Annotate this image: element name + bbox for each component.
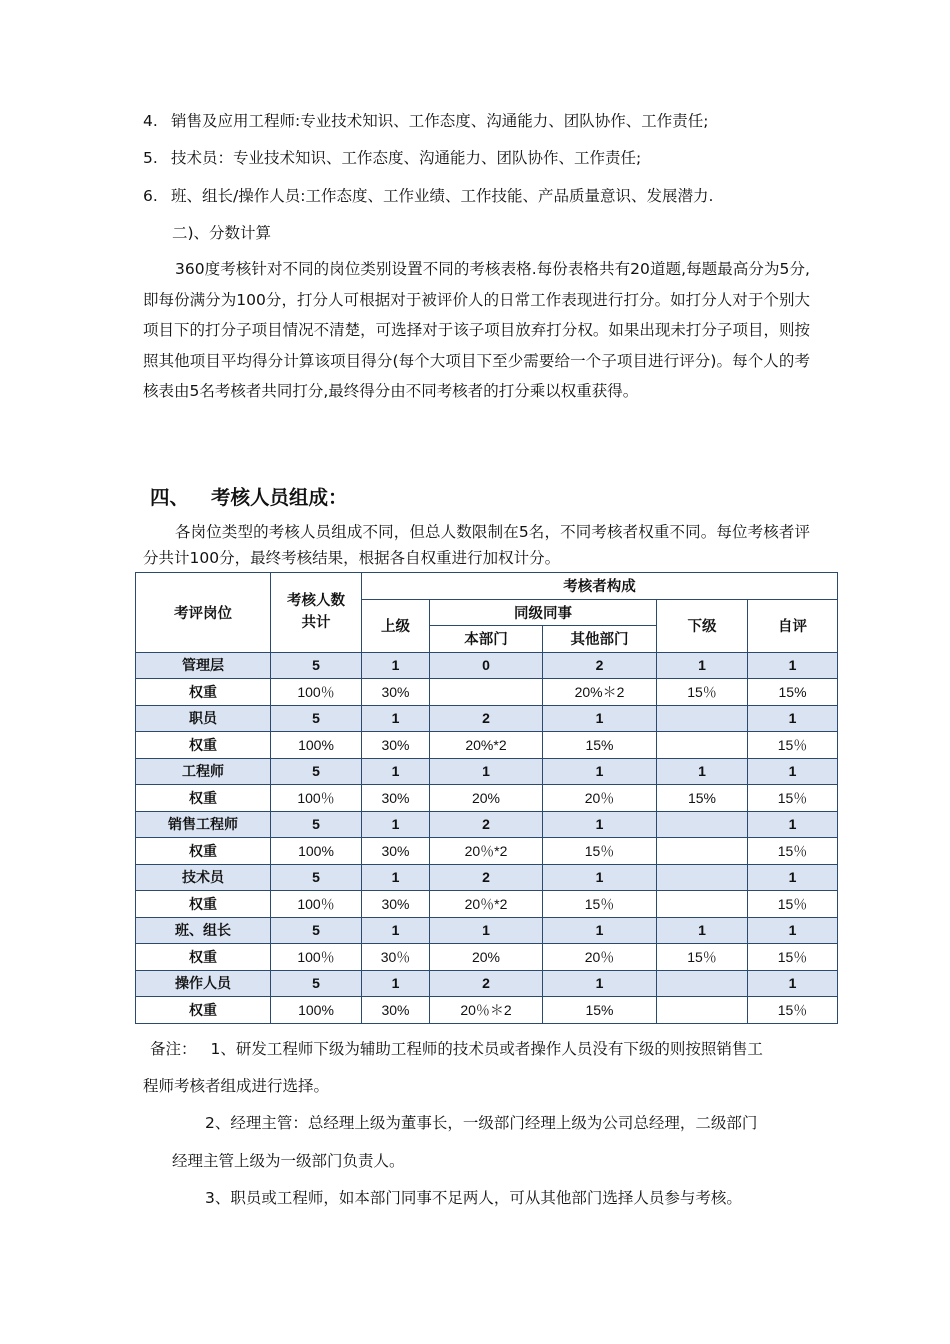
row-label: 权重 [136,732,271,759]
table-row-weight [136,732,838,759]
table-cell [657,811,748,838]
table-cell: 1 [362,652,430,679]
table-cell: 1 [362,917,430,944]
table-cell: 20％*2 [430,891,543,918]
table-cell: 1 [748,917,838,944]
table-cell: 1 [543,811,657,838]
table-cell: 15％ [748,891,838,918]
table-cell [657,891,748,918]
note-2-line-1: 2、经理主管：总经理上级为董事长，一级部门经理上级为公司总经理，二级部门 [205,1114,758,1132]
table-row-position [136,705,838,732]
paragraph-scoring: 360度考核针对不同的岗位类别设置不同的考核表格.每份表格共有20道题,每题最高分为5分,即每份满分为100分，打分人可根据对于被评价人的日常工作表现进行打分。如打分人对于个别大项目下的打分子项目情况不清楚，可选择对于该子项目放弃打分权。如果出现未打分子项目，则按照其他项目平均得分计算该项目得分(每个大项目下至少需要给一个子项目进行评分)。每个人的考核表由5名考核者共同打分,最终得分由不同考核者的打分乘以权重获得。 [143,260,810,400]
table-cell: 15％ [543,891,657,918]
header-count [271,573,362,653]
list-number: 4. [143,112,158,130]
row-label: 工程师 [136,758,271,785]
table-cell: 100% [271,838,362,865]
row-label: 权重 [136,944,271,971]
subheading-score-calc: 二)、分数计算 [172,224,272,242]
table-cell [657,838,748,865]
table-cell: 30% [362,732,430,759]
table-cell: 2 [430,811,543,838]
header-same-dept: 本部门 [430,626,543,653]
table-cell: 15% [657,785,748,812]
table-cell: 100％ [271,891,362,918]
table-header-row [136,573,838,600]
row-label: 权重 [136,785,271,812]
section-title: 考核人员组成： [211,486,348,509]
table-cell: 1 [748,652,838,679]
table-cell: 15％ [748,944,838,971]
table-cell: 1 [362,758,430,785]
table-cell: 5 [271,758,362,785]
table-cell: 100％ [271,679,362,706]
row-label: 销售工程师 [136,811,271,838]
header-superior: 上级 [362,599,430,652]
row-label: 管理层 [136,652,271,679]
table-cell: 2 [430,970,543,997]
table-body [136,652,838,1023]
table-cell: 15％ [748,785,838,812]
table-cell: 2 [430,864,543,891]
table-cell: 1 [362,864,430,891]
list-text: 销售及应用工程师:专业技术知识、工作态度、沟通能力、团队协作、工作责任; [171,112,709,130]
table-row-position [136,970,838,997]
row-label: 技术员 [136,864,271,891]
table-cell: 30% [362,785,430,812]
table-cell: 30％ [362,944,430,971]
table-cell: 1 [543,917,657,944]
table-cell: 1 [657,917,748,944]
table-cell: 5 [271,652,362,679]
table-cell: 1 [657,758,748,785]
table-cell: 30% [362,838,430,865]
table-row-position [136,917,838,944]
table-cell [430,679,543,706]
list-item-5 [143,146,641,168]
row-label: 班、组长 [136,917,271,944]
table-cell: 20%＊2 [543,679,657,706]
paragraph-composition: 各岗位类型的考核人员组成不同，但总人数限制在5名，不同考核者权重不同。每位考核者评分共计100分，最终考核结果，根据各自权重进行加权计分。 [143,523,810,567]
list-item-6 [143,184,713,206]
table-row-weight [136,785,838,812]
header-composition: 考核者构成 [362,573,838,600]
table-cell: 15％ [748,732,838,759]
table-cell: 20％＊2 [430,997,543,1024]
table-cell: 1 [543,970,657,997]
table-cell: 20%*2 [430,732,543,759]
header-count-line1: 考核人数 [287,593,345,610]
table-cell: 15% [543,997,657,1024]
row-label: 操作人员 [136,970,271,997]
table-cell [657,997,748,1024]
table-cell: 15％ [748,838,838,865]
table-row-weight [136,679,838,706]
table-cell: 1 [748,811,838,838]
table-cell: 5 [271,705,362,732]
table-cell: 20% [430,944,543,971]
table-cell: 1 [748,970,838,997]
table-cell: 15% [543,732,657,759]
table-cell: 1 [543,864,657,891]
table-cell: 30% [362,891,430,918]
table-cell: 100％ [271,785,362,812]
assessor-composition-table [135,572,838,1024]
table-cell: 1 [362,705,430,732]
table-cell: 20% [430,785,543,812]
table-row-weight [136,944,838,971]
table-cell: 20％ [543,785,657,812]
table-cell: 5 [271,917,362,944]
note-3: 3、职员或工程师，如本部门同事不足两人，可从其他部门选择人员参与考核。 [205,1189,742,1207]
note-1-line-2: 程师考核者组成进行选择。 [143,1077,330,1095]
table-cell: 30% [362,997,430,1024]
table-cell [657,732,748,759]
table-row-position [136,652,838,679]
table-row-weight [136,891,838,918]
table-cell: 5 [271,864,362,891]
table-cell: 100％ [271,944,362,971]
section-heading [150,482,348,510]
table-cell: 15% [748,679,838,706]
table-cell: 1 [657,652,748,679]
table-cell: 1 [362,970,430,997]
row-label: 权重 [136,997,271,1024]
table-cell: 1 [430,758,543,785]
table-cell: 2 [430,705,543,732]
table-cell: 1 [543,705,657,732]
table-cell: 1 [543,758,657,785]
table-cell: 1 [362,811,430,838]
table-row-position [136,864,838,891]
table-cell: 20％ [543,944,657,971]
header-position: 考评岗位 [136,573,271,653]
table-cell: 1 [748,705,838,732]
table-row-weight [136,838,838,865]
row-label: 权重 [136,891,271,918]
header-peers: 同级同事 [430,599,657,626]
row-label: 权重 [136,838,271,865]
list-text: 技术员：专业技术知识、工作态度、沟通能力、团队协作、工作责任; [171,149,642,167]
section-number: 四、 [150,486,190,509]
table-cell: 100% [271,732,362,759]
header-other-dept: 其他部门 [543,626,657,653]
table-row-weight [136,997,838,1024]
table-cell [657,705,748,732]
list-number: 5. [143,149,158,167]
table-cell: 1 [748,864,838,891]
table-cell [657,970,748,997]
header-self: 自评 [748,599,838,652]
table-row-position [136,758,838,785]
table-cell: 15％ [543,838,657,865]
table-cell: 30% [362,679,430,706]
note-1-line-1 [150,1037,763,1059]
table-cell: 0 [430,652,543,679]
table-cell: 1 [430,917,543,944]
list-text: 班、组长/操作人员:工作态度、工作业绩、工作技能、产品质量意识、发展潜力. [171,187,714,205]
table-cell: 5 [271,970,362,997]
header-count-line2: 共计 [301,615,331,632]
list-item-4 [143,109,708,131]
note-2-line-2: 经理主管上级为一级部门负责人。 [172,1152,405,1170]
note-1-text: 1、研发工程师下级为辅助工程师的技术员或者操作人员没有下级的则按照销售工 [210,1040,763,1058]
table-cell: 20％*2 [430,838,543,865]
note-prefix: 备注： [150,1040,197,1058]
row-label: 权重 [136,679,271,706]
table-row-position [136,811,838,838]
table-cell: 1 [748,758,838,785]
list-number: 6. [143,187,158,205]
row-label: 职员 [136,705,271,732]
table-cell: 15％ [748,997,838,1024]
table-cell [657,864,748,891]
table-cell: 100% [271,997,362,1024]
table-cell: 5 [271,811,362,838]
table-cell: 15％ [657,944,748,971]
table-cell: 2 [543,652,657,679]
table-cell: 15％ [657,679,748,706]
header-subordinate: 下级 [657,599,748,652]
